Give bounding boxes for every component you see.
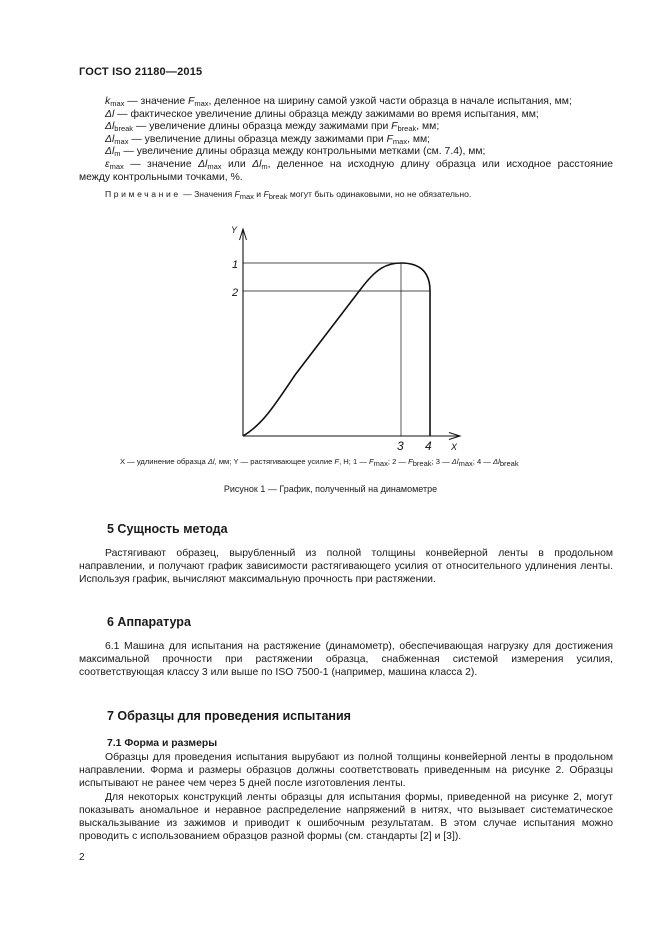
definition-emax: $\varepsilon_{max}$ — значение $\Delta l_{max}$ или $\Delta l_m$, деленное на исходную длину образца или исходное расстояние bbox=[105, 158, 613, 171]
figure-caption: Рисунок 1 — График, полученный на динамометре bbox=[223, 484, 438, 494]
section-5-title: 5 Сущность метода bbox=[107, 522, 228, 536]
note: Примечание — Значения $F_{max}$ и $F_{break}$ могут быть одинаковыми, но не обязательно. bbox=[105, 189, 472, 201]
section-7-1-body: Образцы для проведения испытания вырубают из полной толщины конвейерной ленты в продольном направлении. Форма и размеры образцов должны соответствовать приведенным на рисунке 2. Образцы испытывают не ранее чем через 5 дней после изготовления ленты. Для некоторых конструкций ленты образцы для испытания формы, приведенной на рисунке 2, могут показывать аномальное и неравное распределение напряжений в нитях, что вызывает систематическое выскальзывание из зажимов и приводит к ошибочным результатам. В этом случае испытания можно проводить с использованием образцов разной формы (см. стандарты [2] и [3]). bbox=[79, 752, 613, 843]
definition-kmax: $k_{max}$ — значение $F_{max}$, деленное на ширину самой узкой части образца в начале испытания, мм; bbox=[105, 96, 572, 108]
definition-dl-m: $\Delta l_m$ — увеличение длины образца между контрольными метками (см. 7.4), мм; bbox=[105, 146, 486, 159]
mark-1: 1 bbox=[232, 259, 239, 271]
y-axis-label: Y bbox=[231, 225, 238, 235]
section-7-title: 7 Образцы для проведения испытания bbox=[107, 709, 351, 723]
force-elongation-curve bbox=[243, 263, 430, 436]
section-6-body: 6.1 Машина для испытания на растяжение (динамометр), обеспечивающая нагрузку для достижения максимальной прочности при растяжении образца, снабженная системой измерения усилия, соответствующая классу 3 или выше по ISO 7500-1 (например, машина класса 2). bbox=[79, 641, 613, 679]
document-header: ГОСТ ISO 21180—2015 bbox=[79, 66, 203, 78]
section-5-body: Растягивают образец, вырубленный из полной толщины конвейерной ленты в продольном направлении, и получают график зависимости растягивающего усилия от относительного удлинения ленты. Используя график, вычисляют максимальную прочность при растяжении. bbox=[79, 548, 613, 586]
definitions-list bbox=[79, 96, 613, 184]
section-7-1-title: 7.1 Форма и размеры bbox=[107, 738, 218, 749]
page-number: 2 bbox=[79, 852, 85, 863]
definition-dl-break: $\Delta l_{break}$ — увеличение длины образца между зажимами при $F_{break}$, мм; bbox=[105, 121, 440, 134]
x-axis-label: X bbox=[451, 442, 458, 452]
figure-1-graph bbox=[0, 215, 661, 455]
definition-dl-max: $\Delta l_{max}$ — увеличение длины образца между зажимами при $F_{max}$, мм; bbox=[105, 133, 431, 146]
mark-2: 2 bbox=[232, 287, 239, 299]
section-6-title: 6 Аппаратура bbox=[107, 615, 191, 629]
mark-3: 3 bbox=[397, 439, 404, 453]
definition-dl: Δl — фактическое увеличение длины образца между зажимами во время испытания, мм; bbox=[105, 108, 539, 120]
mark-4: 4 bbox=[425, 439, 432, 453]
figure-legend: X — удлинение образца Δl, мм; Y — растягивающее усилие F, Н; 1 — $F_{max}$; 2 — $F_{break}$; 3 — $\Delta l_{max}$; 4 — $\Delta l_{break}$ bbox=[120, 457, 519, 468]
definition-emax-cont: между контрольными точками, %. bbox=[79, 171, 243, 183]
